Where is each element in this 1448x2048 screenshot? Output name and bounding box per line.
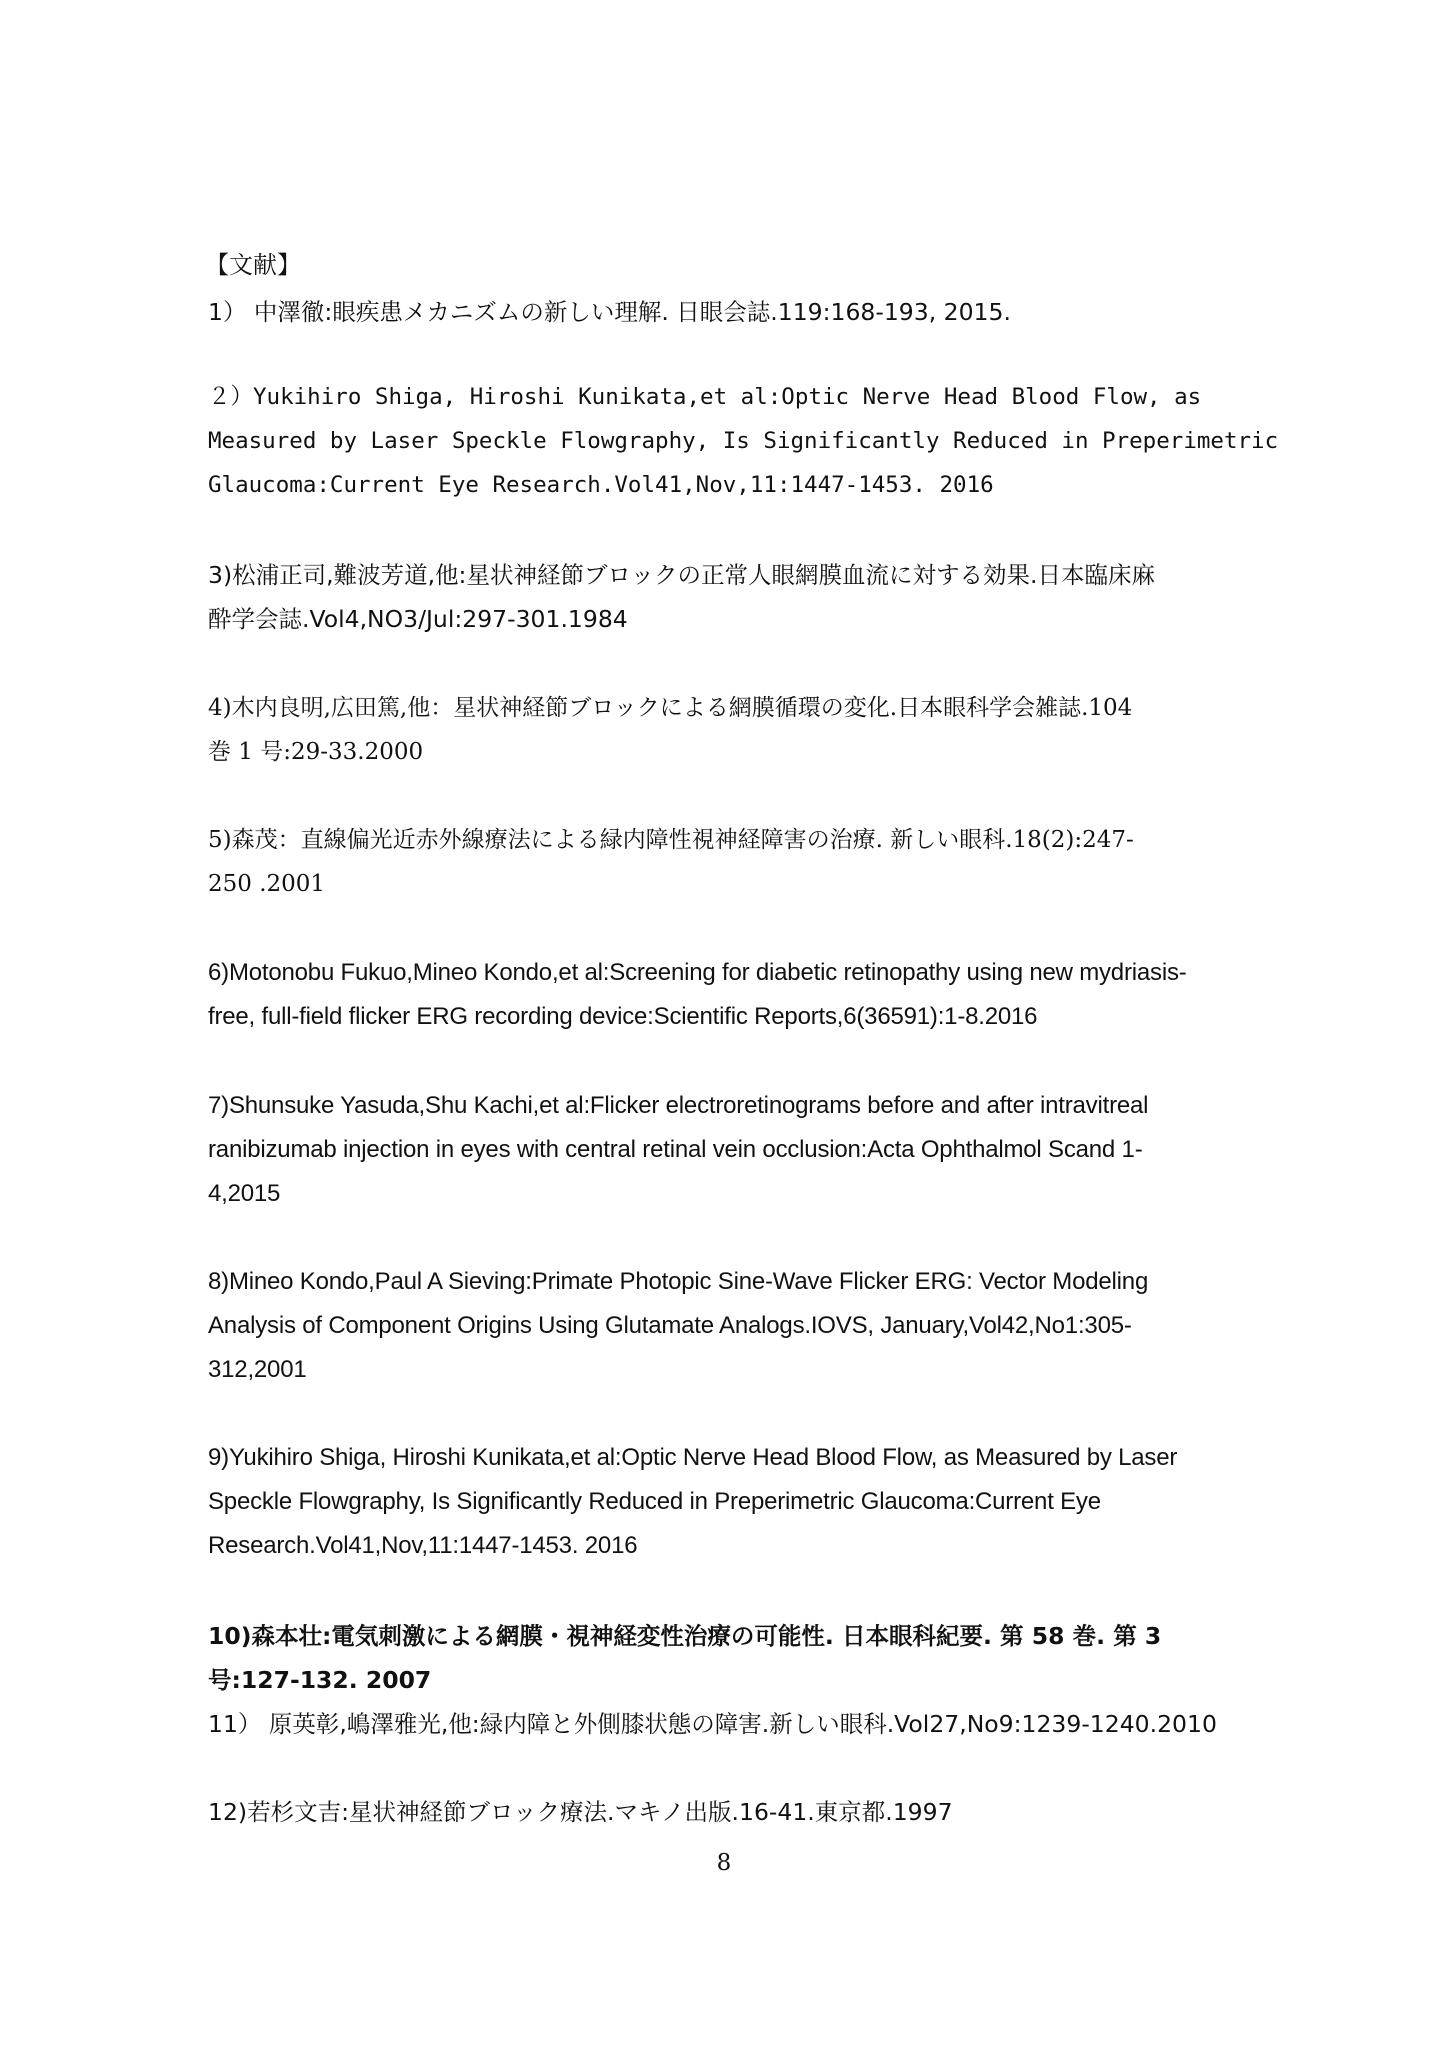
reference-line: 12)若杉文吉:星状神経節ブロック療法.マキノ出版.16-41.東京都.1997	[208, 1798, 953, 1826]
reference-item-1	[208, 290, 1268, 334]
reference-item-4	[208, 686, 1268, 774]
reference-item-5	[208, 818, 1268, 906]
reference-item-8	[208, 1260, 1268, 1392]
reference-item-3	[208, 553, 1268, 641]
reference-line: Research.Vol41,Nov,11:1447-1453. 2016	[208, 1532, 638, 1559]
reference-line: 4,2015	[208, 1180, 281, 1207]
reference-item-2	[208, 375, 1279, 507]
reference-item-11	[208, 1702, 1268, 1746]
reference-line: ranibizumab injection in eyes with central retinal vein occlusion:Acta Ophthalmol Scand 1-	[208, 1136, 1143, 1163]
reference-line: 5)森茂：直線偏光近赤外線療法による緑内障性視神経障害の治療. 新しい眼科.18(2):247-	[208, 827, 1134, 853]
reference-item-12	[208, 1790, 1268, 1834]
reference-line: 9)Yukihiro Shiga, Hiroshi Kunikata,et al:Optic Nerve Head Blood Flow, as Measured by Laser	[208, 1444, 1178, 1471]
reference-line: ２）Yukihiro Shiga, Hiroshi Kunikata,et al:Optic Nerve Head Blood Flow, as	[208, 384, 1202, 410]
reference-line: 7)Shunsuke Yasuda,Shu Kachi,et al:Flicker electroretinograms before and after intravitreal	[208, 1092, 1149, 1119]
reference-line: Analysis of Component Origins Using Glutamate Analogs.IOVS, January,Vol42,No1:305-	[208, 1312, 1132, 1339]
reference-line: 6)Motonobu Fukuo,Mineo Kondo,et al:Screening for diabetic retinopathy using new mydriasis-	[208, 959, 1187, 986]
reference-line: 巻 1 号:29-33.2000	[208, 739, 424, 765]
reference-line: 号:127-132. 2007	[208, 1666, 432, 1694]
reference-line: Glaucoma:Current Eye Research.Vol41,Nov,11:1447-1453. 2016	[208, 472, 994, 498]
reference-line: 11） 原英彰,嶋澤雅光,他:緑内障と外側膝状態の障害.新しい眼科.Vol27,No9:1239-1240.2010	[208, 1710, 1217, 1738]
reference-line: 1） 中澤徹:眼疾患メカニズムの新しい理解. 日眼会誌.119:168-193, 2015.	[208, 298, 1011, 326]
references-heading: 【文献】	[205, 251, 301, 279]
reference-item-10	[208, 1614, 1268, 1702]
reference-line: 8)Mineo Kondo,Paul A Sieving:Primate Photopic Sine-Wave Flicker ERG: Vector Modeling	[208, 1268, 1149, 1295]
reference-line: 3)松浦正司,難波芳道,他:星状神経節ブロックの正常人眼網膜血流に対する効果.日本臨床麻	[208, 561, 1155, 589]
reference-line: 酔学会誌.Vol4,NO3/Jul:297-301.1984	[208, 605, 628, 633]
reference-item-6	[208, 951, 1268, 1039]
page-number: 8	[716, 1850, 732, 1876]
reference-line: Speckle Flowgraphy, Is Significantly Reduced in Preperimetric Glaucoma:Current Eye	[208, 1488, 1101, 1515]
reference-line: 312,2001	[208, 1356, 307, 1383]
reference-item-9	[208, 1436, 1268, 1568]
reference-item-7	[208, 1084, 1268, 1216]
reference-line: 250 .2001	[208, 871, 326, 897]
reference-line: 4)木内良明,広田篤,他：星状神経節ブロックによる網膜循環の変化.日本眼科学会雑誌.104	[208, 695, 1133, 721]
reference-line: 10)森本壮:電気刺激による網膜・視神経変性治療の可能性. 日本眼科紀要. 第 58 巻. 第 3	[208, 1622, 1162, 1650]
reference-line: free, full-field flicker ERG recording device:Scientific Reports,6(36591):1-8.2016	[208, 1003, 1038, 1030]
reference-line: Measured by Laser Speckle Flowgraphy, Is Significantly Reduced in Preperimetric	[208, 428, 1279, 454]
